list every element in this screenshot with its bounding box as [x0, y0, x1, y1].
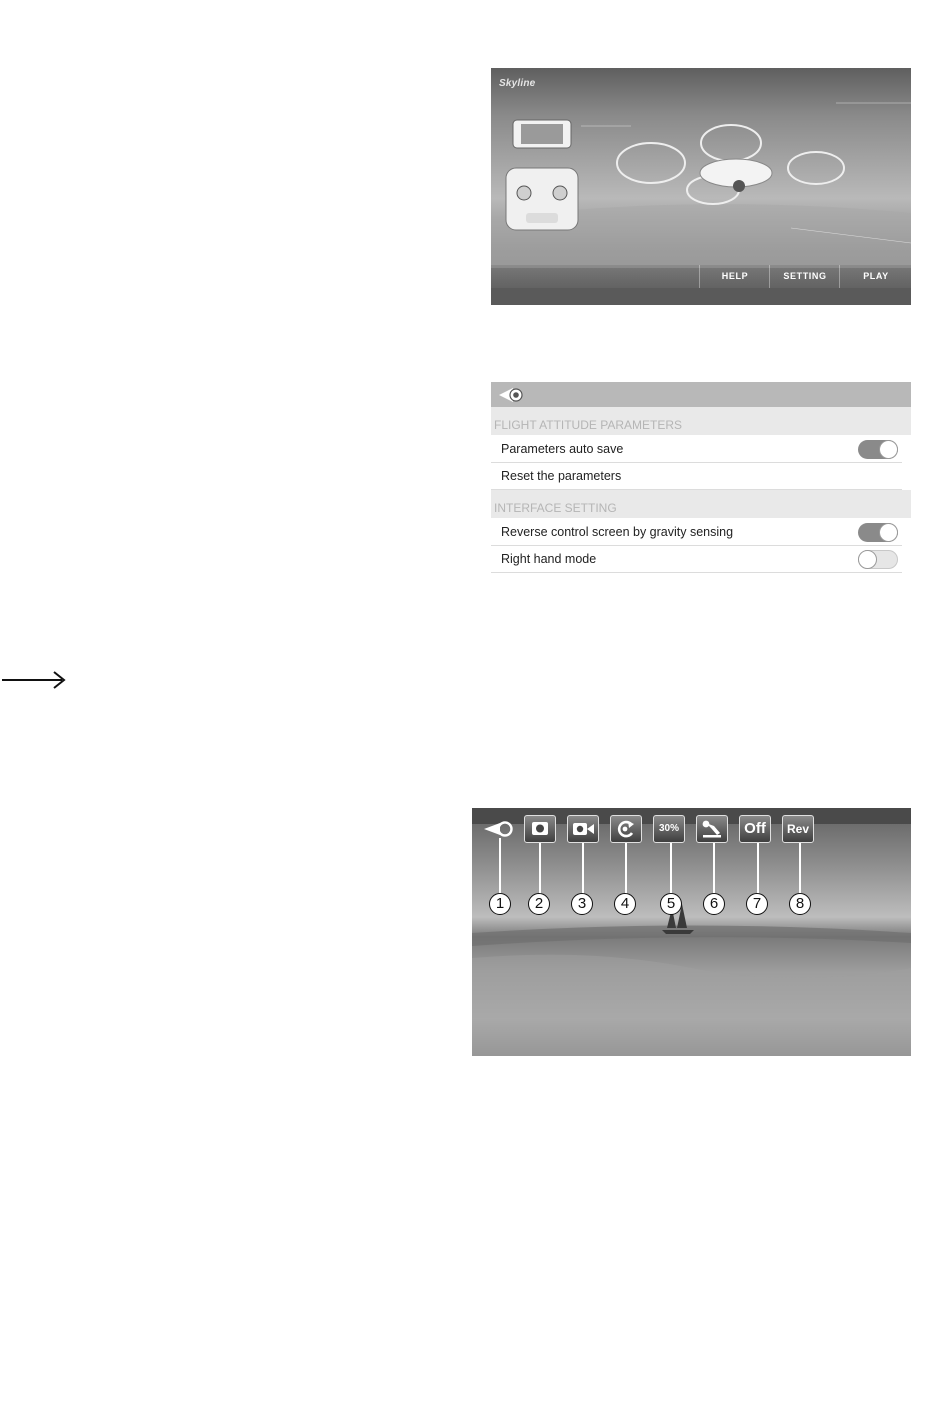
settings-header — [491, 382, 911, 407]
home-bottom-bar — [491, 288, 911, 305]
reverse-label: Rev — [786, 822, 809, 836]
row-reset-parameters[interactable] — [491, 463, 902, 490]
video-camera-icon — [568, 816, 598, 842]
gravity-sensing-toggle[interactable] — [858, 523, 898, 542]
home-screen-screenshot — [491, 68, 911, 305]
row-right-hand-mode[interactable] — [491, 546, 902, 573]
speed-label: 30% — [658, 823, 679, 834]
callout-8: 8 — [789, 893, 811, 915]
right-hand-mode-toggle[interactable] — [858, 550, 898, 569]
back-icon[interactable] — [497, 385, 527, 405]
app-logo: Skyline — [499, 78, 536, 89]
callout-line-5 — [670, 843, 672, 894]
row-label: Reset the parameters — [501, 469, 622, 483]
calibrate-button[interactable] — [696, 815, 728, 843]
callout-line-6 — [713, 843, 715, 894]
speed-button[interactable] — [653, 815, 685, 843]
arrow-right-icon — [0, 668, 70, 692]
section-interface-setting: INTERFACE SETTING — [491, 490, 911, 518]
callout-4: 4 — [614, 893, 636, 915]
row-reverse-control-screen[interactable] — [491, 519, 902, 546]
callout-line-2 — [539, 843, 541, 894]
callout-3: 3 — [571, 893, 593, 915]
row-parameters-auto-save[interactable] — [491, 436, 902, 463]
callout-2: 2 — [528, 893, 550, 915]
callout-6: 6 — [703, 893, 725, 915]
altitude-hold-label: Off — [744, 820, 766, 837]
row-label: Right hand mode — [501, 552, 597, 566]
callout-line-4 — [625, 843, 627, 894]
row-label: Parameters auto save — [501, 442, 624, 456]
callout-line-7 — [757, 843, 759, 894]
toggle-knob — [879, 440, 898, 459]
camera-icon — [525, 816, 555, 842]
wrench-icon — [697, 816, 727, 842]
toggle-knob — [858, 550, 877, 569]
rotate-icon — [611, 816, 641, 842]
row-label: Reverse control screen by gravity sensing — [501, 525, 734, 539]
play-button[interactable]: PLAY — [839, 265, 911, 288]
altitude-hold-button[interactable] — [739, 815, 771, 843]
home-menu-bar — [491, 265, 911, 288]
flip-button[interactable] — [610, 815, 642, 843]
reverse-button[interactable] — [782, 815, 814, 843]
setting-button[interactable]: SETTING — [769, 265, 840, 288]
section-flight-attitude: FLIGHT ATTITUDE PARAMETERS — [491, 407, 911, 435]
camera-view — [472, 808, 911, 1056]
back-icon[interactable] — [482, 819, 516, 839]
callout-5: 5 — [660, 893, 682, 915]
help-button[interactable]: HELP — [699, 265, 770, 288]
flight-screen-screenshot — [472, 808, 911, 1056]
callout-1: 1 — [489, 893, 511, 915]
callout-line-1 — [499, 838, 501, 894]
auto-save-toggle[interactable] — [858, 440, 898, 459]
video-button[interactable] — [567, 815, 599, 843]
settings-screen-screenshot — [491, 382, 911, 577]
toggle-knob — [879, 523, 898, 542]
callout-line-8 — [799, 843, 801, 894]
photo-button[interactable] — [524, 815, 556, 843]
callout-line-3 — [582, 843, 584, 894]
callout-7: 7 — [746, 893, 768, 915]
